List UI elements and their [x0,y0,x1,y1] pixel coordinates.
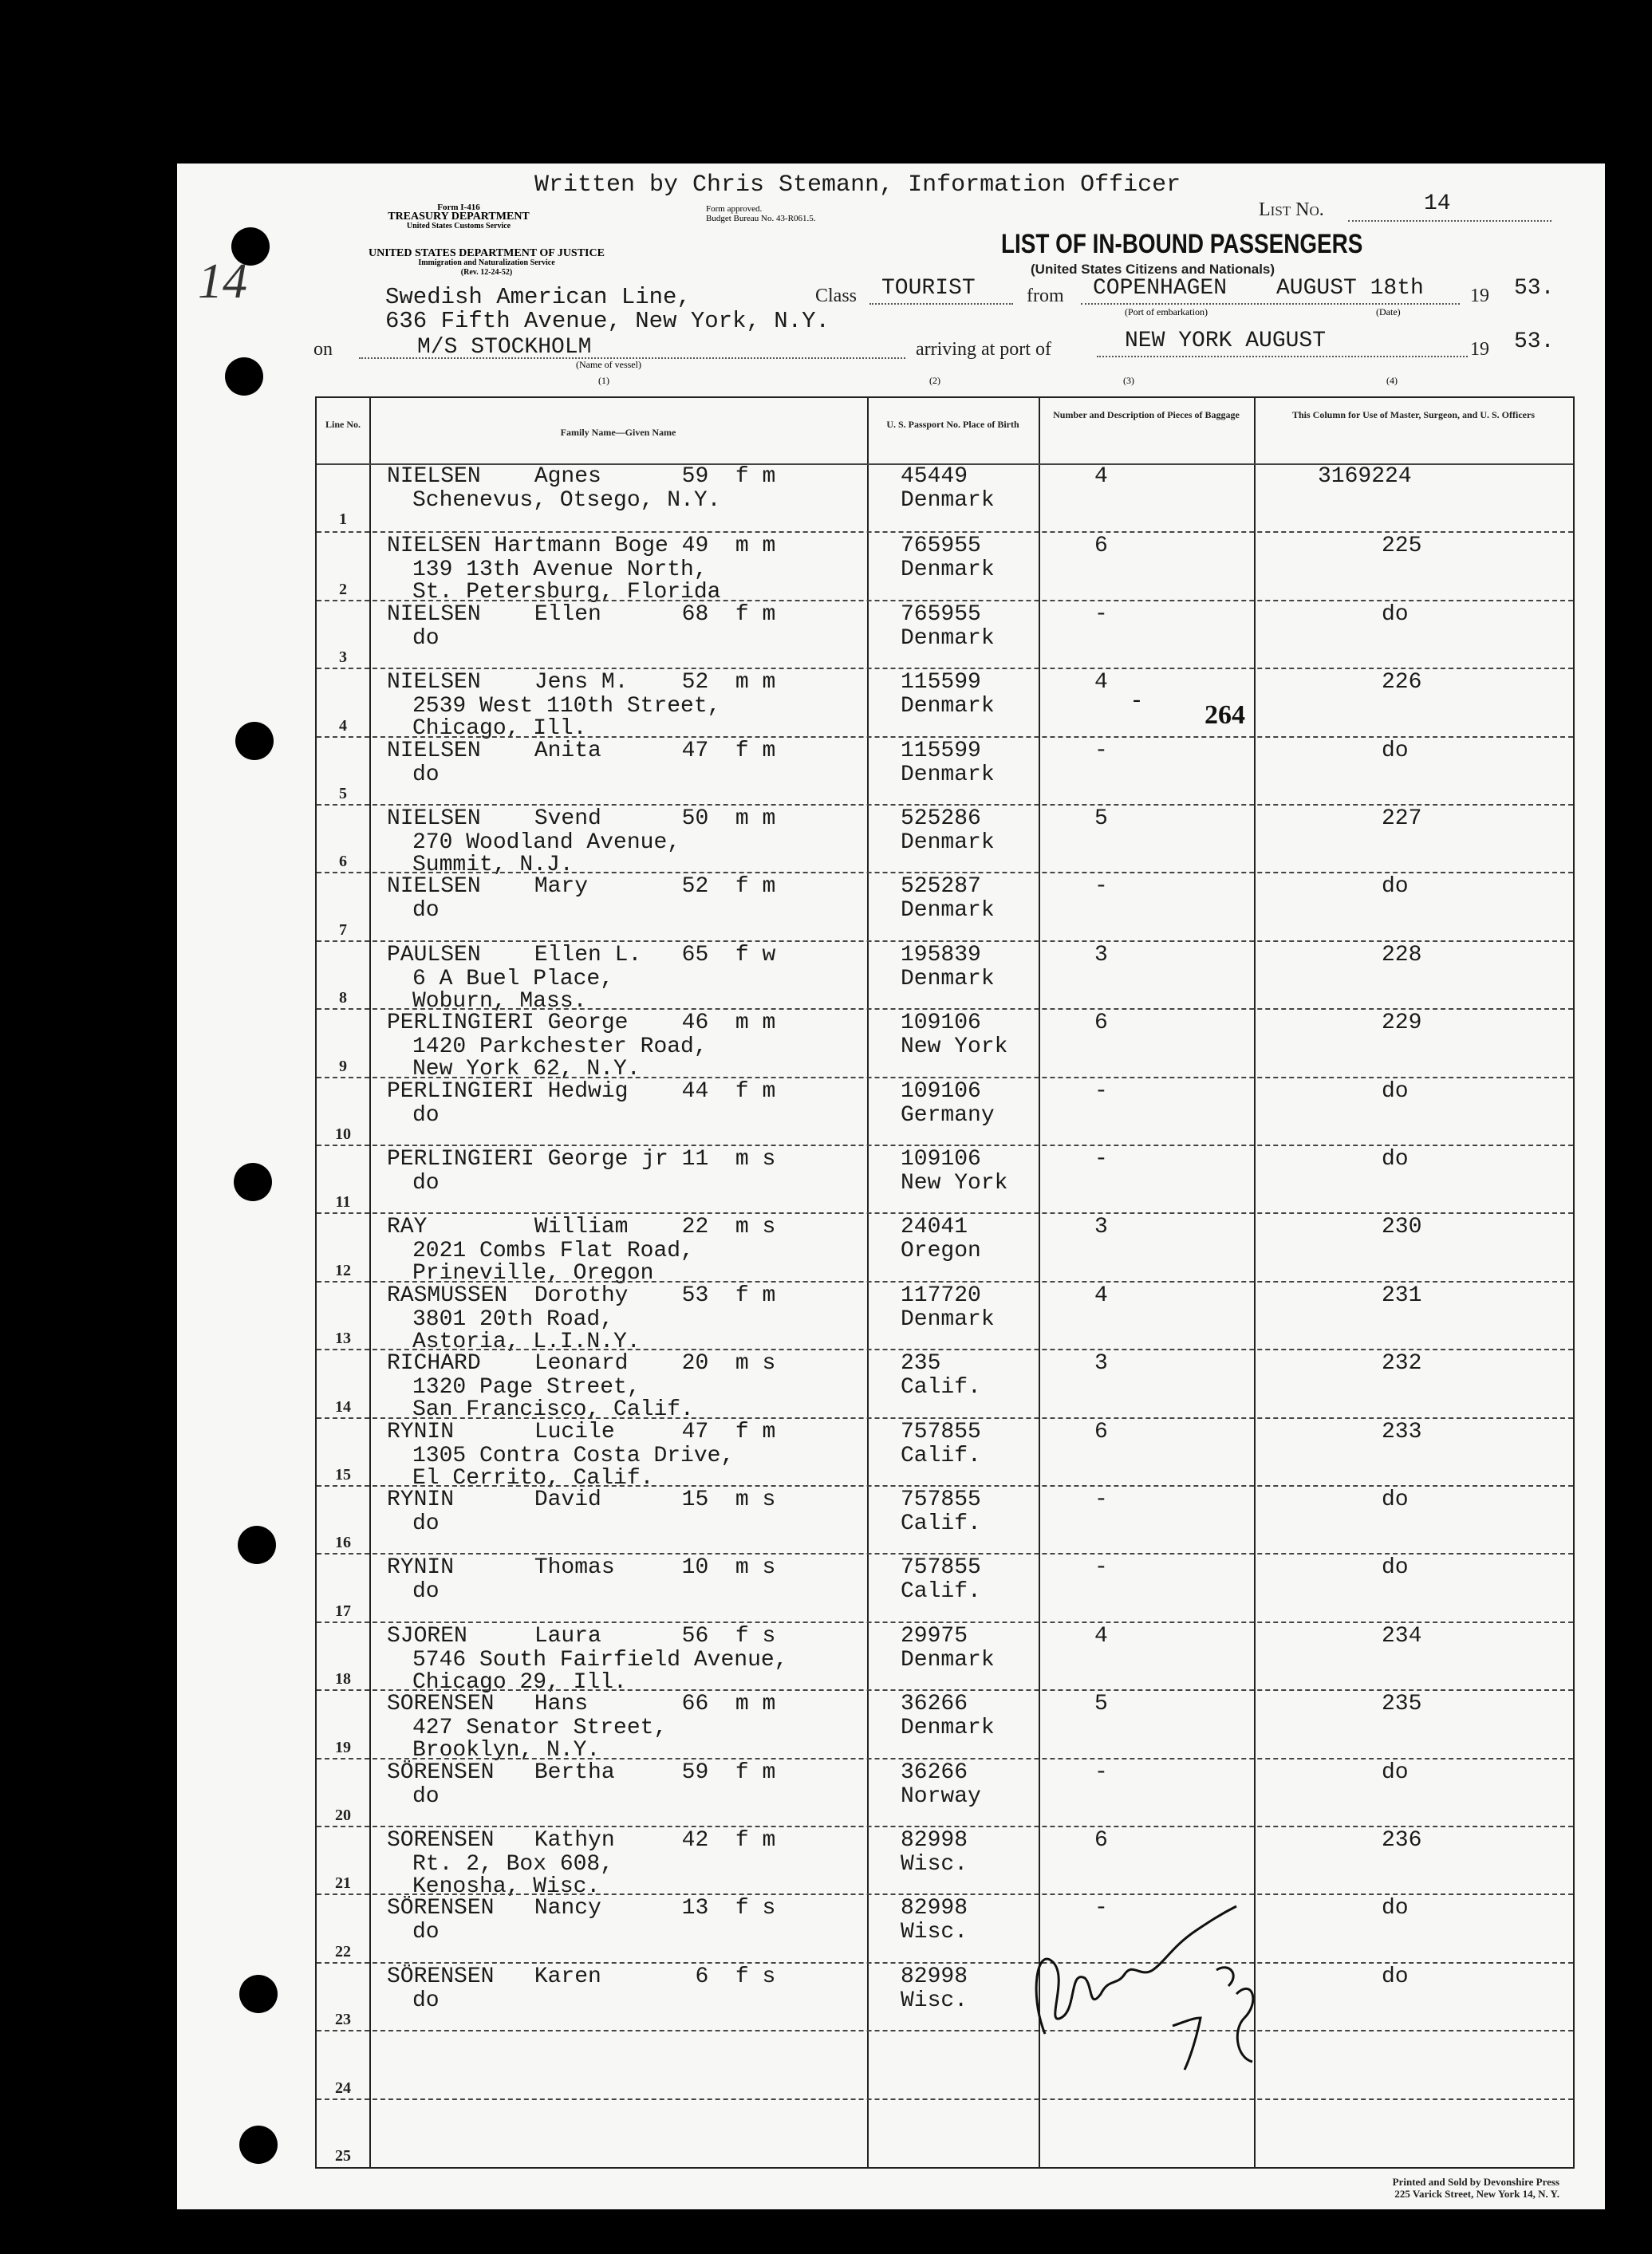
page-title: LIST OF IN-BOUND PASSENGERS [1001,229,1363,259]
passenger-address: 2539 West 110th Street, [412,694,721,719]
passport-number: 115599 [901,670,981,696]
passenger-name: RYNIN Thomas 10 m s [387,1555,776,1581]
line-number: 21 [335,1874,351,1893]
passenger-address: Kenosha, Wisc. [412,1874,601,1899]
place-of-birth: Denmark [901,898,995,924]
line-number: 13 [335,1330,351,1348]
line-number: 19 [335,1738,351,1756]
line-number: 14 [335,1397,351,1416]
table-row [317,2098,1573,2168]
vessel-name: M/S STOCKHOLM [417,335,592,360]
place-of-birth: Denmark [901,625,995,651]
line-number: 20 [335,1806,351,1824]
baggage-count: 4 [1094,1623,1108,1649]
baggage-count: - [1094,601,1108,627]
place-of-birth: Denmark [901,1647,995,1673]
passport-number: 765955 [901,601,981,627]
passenger-address: Prineville, Oregon [412,1261,654,1287]
place-of-birth: Norway [901,1783,981,1809]
baggage-count: 3 [1094,1351,1108,1377]
passenger-name: NIELSEN Agnes 59 f m [387,464,776,489]
passenger-address: do [412,1783,440,1809]
passport-number: 82998 [901,1964,968,1989]
port-caption: (Port of embarkation) [1125,306,1208,317]
official-number: do [1382,1078,1409,1104]
passport-number: 109106 [901,1147,981,1172]
place-of-birth: Denmark [901,966,995,991]
passenger-name: PERLINGIERI George 46 m m [387,1011,776,1036]
table-row [317,1077,1573,1146]
passenger-address: Rt. 2, Box 608, [412,1852,614,1877]
table-row [317,1553,1573,1622]
passenger-address: do [412,1171,440,1196]
line-number: 6 [339,853,347,871]
table-row [317,1145,1573,1214]
table-row [317,1212,1573,1287]
table-row [317,940,1573,1014]
passenger-address: do [412,1102,440,1128]
passenger-address: do [412,1920,440,1945]
passport-number: 24041 [901,1215,968,1240]
place-of-birth: Calif. [901,1443,981,1468]
passenger-name: NIELSEN Jens M. 52 m m [387,670,776,696]
line-number: 12 [335,1261,351,1279]
passport-number: 757855 [901,1488,981,1512]
passport-number: 109106 [901,1011,981,1036]
passenger-name: RYNIN Lucile 47 f m [387,1419,776,1444]
passenger-address: Summit, N.J. [412,853,574,877]
passenger-name: NIELSEN Ellen 68 f m [387,601,776,627]
table-row [317,531,1573,605]
binder-hole [235,722,274,760]
passenger-address: 1305 Contra Costa Drive, [412,1443,735,1468]
official-number: do [1382,738,1409,763]
official-number: 231 [1382,1283,1422,1308]
passport-number: 757855 [901,1419,981,1444]
line-number: 15 [335,1465,351,1484]
official-number: 236 [1382,1828,1422,1853]
line-number: 17 [335,1602,351,1620]
header-line-no: Line No. [325,419,361,430]
baggage-count: - [1094,1147,1108,1172]
official-number: 230 [1382,1215,1422,1240]
year-prefix-2: 19 [1470,339,1489,360]
line-number: 11 [335,1193,351,1212]
year-prefix: 19 [1470,286,1489,306]
baggage-count: 5 [1094,806,1108,831]
place-of-birth: Germany [901,1102,995,1128]
baggage-count: - [1094,1078,1108,1104]
baggage-count: 4 [1094,1283,1108,1308]
place-of-birth: Denmark [901,558,995,583]
passenger-name: SÖRENSEN Karen 6 f s [387,1964,776,1989]
passenger-name: NIELSEN Mary 52 f m [387,874,776,900]
official-number: 225 [1382,534,1422,559]
passenger-address: Astoria, L.I.N.Y. [412,1329,641,1354]
shipping-line-name: Swedish American Line, [385,284,691,310]
official-number: do [1382,1759,1409,1785]
passport-number: 115599 [901,738,981,763]
passenger-address: 427 Senator Street, [412,1716,668,1741]
passport-number: 36266 [901,1692,968,1717]
passenger-name: SÖRENSEN Nancy 13 f s [387,1896,776,1921]
passenger-address: Chicago 29, Ill. [412,1669,627,1695]
port-of-embarkation: COPENHAGEN [1093,276,1228,301]
official-number: do [1382,1147,1409,1172]
justice-block: UNITED STATES DEPARTMENT OF JUSTICE Immigration and Naturalization Service (Rev. 12-24-52) [369,247,605,277]
passenger-address: 1320 Page Street, [412,1375,641,1401]
passport-number: 109106 [901,1078,981,1104]
table-row [317,1962,1573,2031]
baggage-count: 6 [1094,534,1108,559]
line-number: 3 [339,648,347,667]
official-number: do [1382,1488,1409,1512]
passenger-address: Chicago, Ill. [412,716,587,742]
table-row [317,1826,1573,1899]
table-row [317,736,1573,806]
official-number: 235 [1382,1692,1422,1717]
class-label: Class [815,286,858,306]
passenger-address: Brooklyn, N.Y. [412,1738,601,1763]
baggage-count: - [1094,1555,1108,1581]
passport-number: 117720 [901,1283,981,1308]
list-no-value: 14 [1424,191,1451,216]
baggage-count: 3 [1094,942,1108,967]
place-of-birth: Calif. [901,1511,981,1536]
from-label: from [1027,286,1064,306]
passenger-name: NIELSEN Anita 47 f m [387,738,776,763]
passenger-address: 2021 Combs Flat Road, [412,1239,694,1264]
passenger-address: El Cerrito, Calif. [412,1465,654,1491]
baggage-count: 3 [1094,1215,1108,1240]
official-number: 234 [1382,1623,1422,1649]
passenger-name: SORENSEN Kathyn 42 f m [387,1828,776,1853]
official-number: do [1382,1555,1409,1581]
passenger-address: San Francisco, Calif. [412,1397,694,1423]
approval-note: Form approved. Budget Bureau No. 43-R061.5. [706,204,816,223]
passenger-name: NIELSEN Hartmann Boge 49 m m [387,534,776,559]
table-row [317,1485,1573,1555]
header-official: This Column for Use of Master, Surgeon, and U. S. Officers [1291,409,1535,420]
passenger-name: PERLINGIERI Hedwig 44 f m [387,1078,776,1104]
passport-number: 765955 [901,534,981,559]
place-of-birth: Oregon [901,1239,981,1264]
passenger-address: Woburn, Mass. [412,988,587,1014]
line-number: 9 [339,1057,347,1075]
arrival-port: NEW YORK AUGUST [1125,329,1327,353]
arriving-label: arriving at port of [916,339,1051,360]
baggage-count: - [1094,738,1108,763]
embarkation-date: AUGUST 18th [1276,276,1424,301]
passenger-name: NIELSEN Svend 50 m m [387,806,776,831]
table-row [317,804,1573,877]
passenger-name: RAY William 22 m s [387,1215,776,1240]
line-number: 16 [335,1534,351,1552]
page-subtitle: (United States Citizens and Nationals) [1031,262,1275,277]
passport-number: 757855 [901,1555,981,1581]
table-row [317,1417,1573,1491]
passenger-name: SORENSEN Hans 66 m m [387,1692,776,1717]
line-number: 7 [339,920,347,939]
passenger-address: Schenevus, Otsego, N.Y. [412,488,721,513]
baggage-count: 4 [1094,670,1108,696]
passenger-name: RASMUSSEN Dorothy 53 f m [387,1283,776,1308]
line-number: 2 [339,580,347,598]
passenger-address: 139 13th Avenue North, [412,558,708,583]
official-number: do [1382,1896,1409,1921]
official-number: 233 [1382,1419,1422,1444]
form-block: Form I-416 TREASURY DEPARTMENT United States Customs Service [388,203,530,231]
table-row [317,1008,1573,1082]
baggage-count: - [1094,1759,1108,1785]
class-value: TOURIST [881,276,976,301]
line-number: 10 [335,1125,351,1143]
passport-number: 525287 [901,874,981,900]
line-number: 1 [339,510,347,529]
place-of-birth: Denmark [901,488,995,513]
line-number: 24 [335,2079,351,2097]
passenger-name: PERLINGIERI George jr 11 m s [387,1147,776,1172]
baggage-count: 5 [1094,1692,1108,1717]
table-row [317,600,1573,669]
official-number: do [1382,1964,1409,1989]
passenger-address: 3801 20th Road, [412,1306,614,1332]
official-number: do [1382,601,1409,627]
passenger-address: 270 Woodland Avenue, [412,830,681,855]
table-row [317,1758,1573,1827]
place-of-birth: New York [901,1034,1008,1060]
baggage-count: 6 [1094,1419,1108,1444]
passport-number: 82998 [901,1896,968,1921]
header-name: Family Name—Given Name [560,427,676,438]
baggage-count: 6 [1094,1828,1108,1853]
passenger-address: 1420 Parkchester Road, [412,1034,708,1060]
passport-number: 235 [901,1351,941,1377]
table-row [317,1893,1573,1963]
stamped-number: 264 [1205,700,1245,730]
passenger-address: 5746 South Fairfield Avenue, [412,1647,788,1673]
official-number: 3169224 [1318,464,1412,489]
line-number: 18 [335,1670,351,1689]
passenger-name: SÖRENSEN Bertha 59 f m [387,1759,776,1785]
table-row [317,1349,1573,1423]
passport-number: 195839 [901,942,981,967]
place-of-birth: Denmark [901,694,995,719]
table-row [317,872,1573,941]
place-of-birth: Wisc. [901,1852,968,1877]
place-of-birth: Calif. [901,1579,981,1605]
baggage-count: - [1094,1896,1108,1921]
line-number: 23 [335,2011,351,2029]
stamp-dash: - [1133,686,1141,712]
place-of-birth: Wisc. [901,1920,968,1945]
col-num-4: (4) [1386,375,1398,386]
passport-number: 525286 [901,806,981,831]
col-num-1: (1) [598,375,609,386]
printer-credit: Printed and Sold by Devonshire Press 225 Varick Street, New York 14, N. Y. [1392,2176,1559,2200]
passenger-address: do [412,762,440,787]
date-caption: (Date) [1376,306,1401,317]
place-of-birth: New York [901,1171,1008,1196]
baggage-count: - [1094,874,1108,900]
binder-hole [239,2126,278,2164]
table-row [317,1689,1573,1763]
passenger-name: SJOREN Laura 56 f s [387,1623,776,1649]
line-number: 5 [339,784,347,802]
table-row [317,1622,1573,1695]
passenger-address: 6 A Buel Place, [412,966,614,991]
binder-hole [239,1975,278,2013]
binder-hole [238,1526,276,1564]
passport-number: 29975 [901,1623,968,1649]
col-num-3: (3) [1123,375,1134,386]
baggage-count: 4 [1094,464,1108,489]
baggage-count: 6 [1094,1011,1108,1036]
line-number: 8 [339,989,347,1007]
shipping-line-address: 636 Fifth Avenue, New York, N.Y. [385,308,830,334]
table-row [317,1281,1573,1354]
place-of-birth: Denmark [901,1716,995,1741]
official-number: do [1382,874,1409,900]
passenger-address: St. Petersburg, Florida [412,580,721,605]
written-by-line: Written by Chris Stemann, Information Officer [534,171,1181,199]
header-passport: U. S. Passport No. Place of Birth [886,419,1019,430]
passenger-table [315,396,1575,2169]
official-number: 232 [1382,1351,1422,1377]
binder-hole [234,1163,272,1201]
passenger-name: PAULSEN Ellen L. 65 f w [387,942,776,967]
passenger-address: do [412,1988,440,2013]
on-label: on [313,339,333,360]
binder-hole [225,357,263,396]
place-of-birth: Wisc. [901,1988,968,2013]
official-number: 226 [1382,670,1422,696]
line-number: 4 [339,716,347,735]
passport-number: 45449 [901,464,968,489]
official-number: 228 [1382,942,1422,967]
official-number: 227 [1382,806,1422,831]
passport-number: 36266 [901,1759,968,1785]
passenger-name: RICHARD Leonard 20 m s [387,1351,776,1377]
passport-number: 82998 [901,1828,968,1853]
line-number: 22 [335,1942,351,1960]
place-of-birth: Calif. [901,1375,981,1401]
passenger-address: do [412,625,440,651]
header-baggage: Number and Description of Pieces of Baggage [1053,409,1240,420]
passenger-address: do [412,1579,440,1605]
passenger-address: do [412,1511,440,1536]
official-signature [1013,1898,1284,2082]
place-of-birth: Denmark [901,1306,995,1332]
handwritten-list-number: 14 [198,254,247,309]
list-no-label: List No. [1259,199,1324,220]
passenger-name: RYNIN David 15 m s [387,1488,776,1512]
table-row [317,668,1573,742]
table-row [317,463,1573,531]
year-value-2: 53. [1514,329,1555,354]
year-value: 53. [1514,276,1555,301]
table-row [317,2030,1573,2099]
place-of-birth: Denmark [901,830,995,855]
vessel-caption: (Name of vessel) [576,359,641,370]
place-of-birth: Denmark [901,762,995,787]
passenger-address: do [412,898,440,924]
official-number: 229 [1382,1011,1422,1036]
passenger-address: New York 62, N.Y. [412,1057,641,1082]
baggage-count: - [1094,1488,1108,1512]
line-number: 25 [335,2146,351,2165]
col-num-2: (2) [929,375,940,386]
